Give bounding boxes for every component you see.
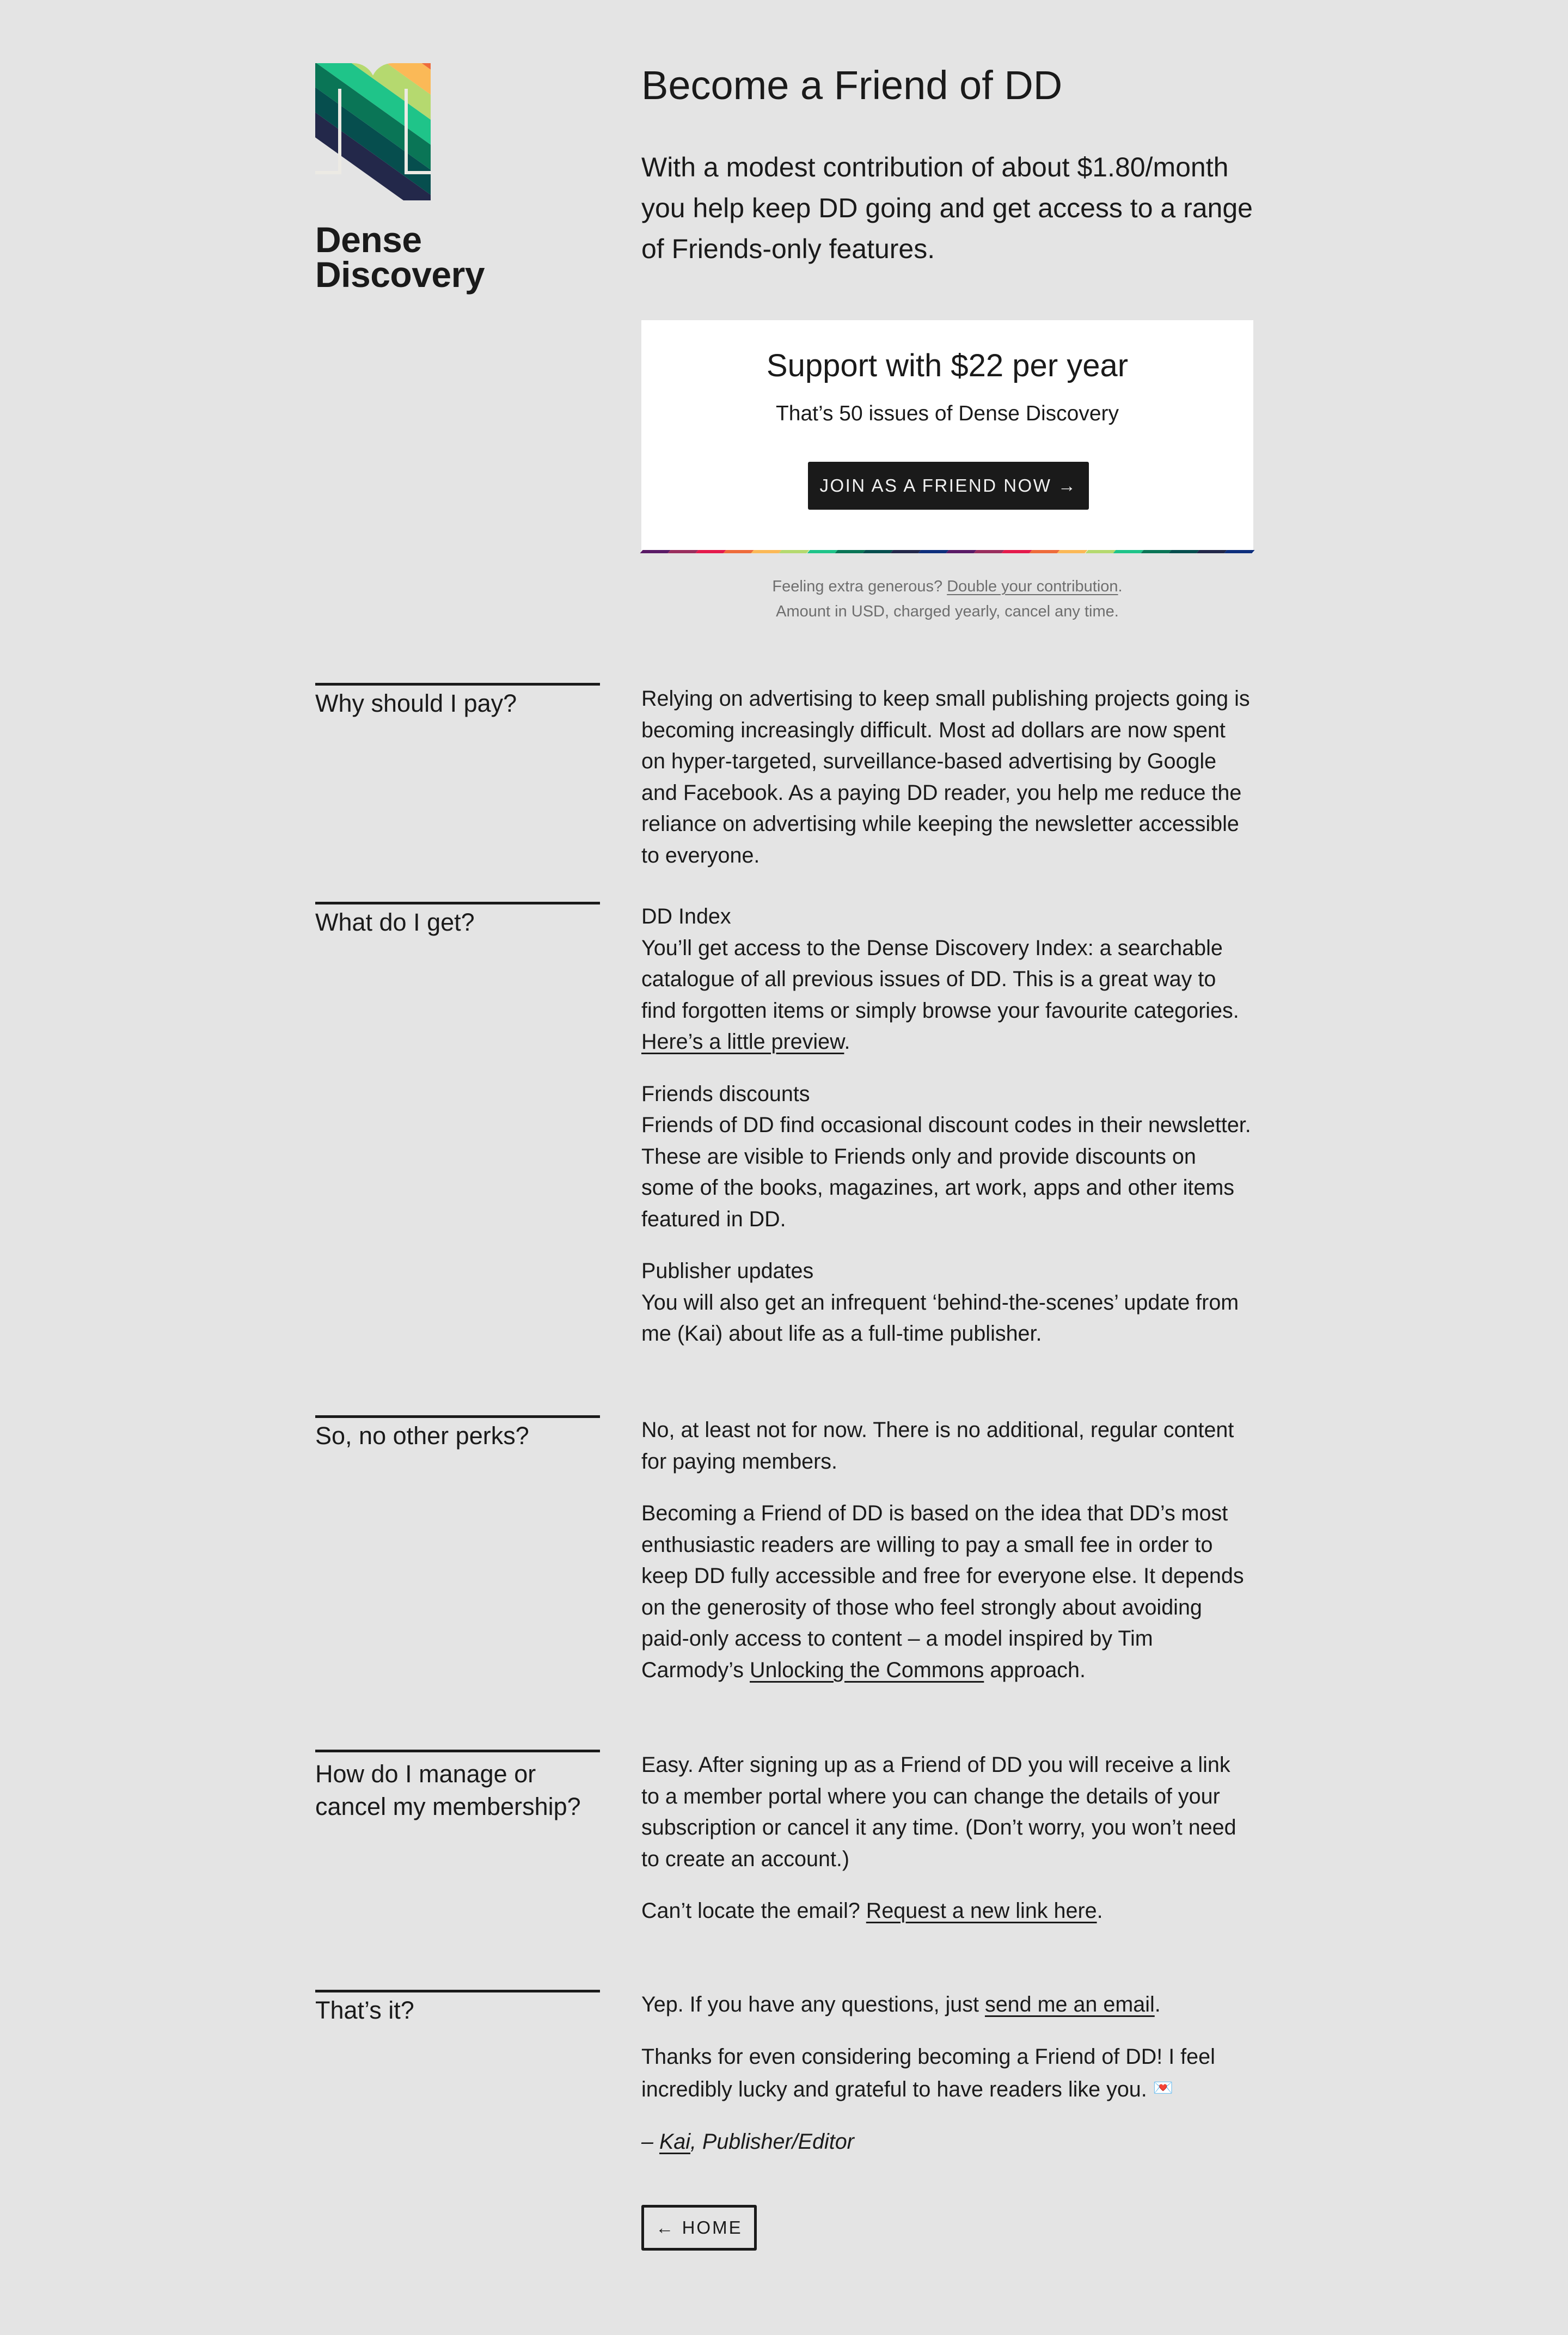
perks-text-1: No, at least not for now. There is no additional, regular content for paying members. (641, 1418, 1234, 1474)
intro-text: With a modest contribution of about $1.80/month you help keep DD going and get access to a range of Friends-only features. (641, 152, 1253, 264)
dd-index-text: You’ll get access to the Dense Discovery Index: a searchable catalogue of all previous issues of DD. This is a great way to find forgotten items or simply browse your favourite categories. (641, 936, 1239, 1023)
perks-content (641, 1415, 1253, 1707)
period: . (844, 1030, 850, 1054)
dd-index-title: DD Index (641, 904, 731, 928)
brand-name-line2: Discovery (315, 254, 485, 295)
stripe-segment (1113, 550, 1143, 553)
stripe-segment (779, 550, 810, 553)
stripe-segment (1196, 550, 1227, 553)
stripe-segment (890, 550, 921, 553)
sig-role: , Publisher/Editor (690, 2129, 854, 2154)
thats-it-text-1 (641, 1989, 1253, 2021)
heading-what-get: What do I get? (315, 908, 475, 936)
stripe-segment (1002, 550, 1032, 553)
stripe-segment (1030, 550, 1060, 553)
manage-text-1: Easy. After signing up as a Friend of DD you will receive a link to a member portal where you can change the details of your subscription or cancel it any time. (Don’t worry, you won’t need to create an account.) (641, 1753, 1236, 1871)
rainbow-stripe (641, 550, 1253, 553)
section-divider (315, 1750, 600, 1752)
discounts-text: Friends of DD find occasional discount codes in their newsletter. These are visible to Friends only and provide discounts on some of the books, magazines, art work, apps and other items featured in DD. (641, 1113, 1251, 1231)
what-get-content (641, 901, 1253, 1371)
section-divider (315, 1415, 600, 1418)
double-contribution-link[interactable]: Double your contribution (947, 578, 1118, 595)
updates-text: You will also get an infrequent ‘behind-the-scenes’ update from me (Kai) about life as a full-time publisher. (641, 1290, 1239, 1346)
support-card (641, 320, 1253, 553)
request-new-link[interactable]: Request a new link here (866, 1899, 1097, 1923)
brand-name (315, 219, 485, 295)
stripe-segment (668, 550, 699, 553)
manage-text-2 (641, 1896, 1253, 1927)
section-divider (315, 902, 600, 904)
stripe-segment (807, 550, 837, 553)
heading-thats-it: That’s it? (315, 1996, 414, 2024)
fine-print-line1 (641, 574, 1253, 599)
updates-title: Publisher updates (641, 1259, 814, 1283)
perks-text-2 (641, 1498, 1253, 1686)
home-button[interactable]: ← HOME (641, 2205, 757, 2251)
perks-text-2-suffix: approach. (984, 1658, 1086, 1682)
friends-discounts-block (641, 1079, 1253, 1236)
stripe-segment (1141, 550, 1171, 553)
generous-text: Feeling extra generous? (772, 578, 947, 595)
why-pay-content (641, 683, 1253, 892)
cant-locate-text: Can’t locate the email? (641, 1899, 866, 1923)
stripe-segment (1085, 550, 1116, 553)
love-letter-icon: 💌 (1153, 2079, 1174, 2097)
thanks-text: Thanks for even considering becoming a Friend of DD! I feel incredibly lucky and grateful to have readers like you. (641, 2044, 1215, 2101)
index-preview-link[interactable]: Here’s a little preview (641, 1030, 844, 1054)
questions-text: Yep. If you have any questions, just (641, 1992, 985, 2016)
publisher-updates-block (641, 1256, 1253, 1350)
send-email-link[interactable]: send me an email (984, 1992, 1155, 2016)
support-card-title: Support with $22 per year (766, 348, 1129, 383)
stripe-segment (1057, 550, 1088, 553)
period: . (1118, 578, 1123, 595)
section-divider (315, 683, 600, 686)
stripe-segment (1224, 550, 1254, 553)
heading-why-pay: Why should I pay? (315, 689, 517, 717)
stripe-segment (724, 550, 754, 553)
stripe-segment (1168, 550, 1199, 553)
perks-text-2-body: Becoming a Friend of DD is based on the idea that DD’s most enthusiastic readers are willing to pay a small fee in order to keep DD fully accessible and free for everyone else. It depends on the generosity of those who feel strongly about avoiding paid-only access to content – a model inspired by Tim Carmody’s (641, 1501, 1244, 1682)
sig-dash: – (641, 2129, 659, 2154)
fine-print (641, 574, 1253, 624)
stripe-segment (640, 550, 670, 553)
page-title: Become a Friend of DD (641, 63, 1063, 108)
period: . (1097, 1899, 1103, 1923)
heading-no-other-perks: So, no other perks? (315, 1422, 529, 1450)
section-divider (315, 1990, 600, 1992)
unlocking-commons-link[interactable]: Unlocking the Commons (750, 1658, 984, 1682)
stripe-segment (946, 550, 977, 553)
kai-link[interactable]: Kai (659, 2129, 691, 2154)
stripe-segment (696, 550, 726, 553)
dense-discovery-logo (315, 63, 431, 200)
support-card-subtitle: That’s 50 issues of Dense Discovery (775, 402, 1119, 425)
dd-index-block (641, 901, 1253, 1058)
thats-it-text-2 (641, 2041, 1253, 2106)
thats-it-content (641, 1989, 1253, 2178)
discounts-title: Friends discounts (641, 1081, 810, 1106)
why-pay-text: Relying on advertising to keep small publishing projects going is becoming increasingly difficult. Most ad dollars are now spent on hyper-targeted, surveillance-based advertising by Google and Facebook. As a paying DD reader, you help me reduce the reliance on advertising while keeping the newsletter accessible to everyone. (641, 687, 1250, 867)
signature (641, 2126, 1253, 2158)
stripe-segment (835, 550, 865, 553)
brand-name-line1: Dense (315, 219, 422, 260)
heading-manage-membership: How do I manage or cancel my membership? (315, 1760, 581, 1820)
join-as-friend-button[interactable]: JOIN AS A FRIEND NOW → (808, 462, 1089, 510)
stripe-segment (918, 550, 948, 553)
fine-print-line2: Amount in USD, charged yearly, cancel any time. (776, 603, 1119, 620)
stripe-segment (862, 550, 893, 553)
stripe-segment (751, 550, 782, 553)
manage-content (641, 1750, 1253, 1948)
period: . (1154, 1992, 1161, 2016)
stripe-segment (974, 550, 1004, 553)
